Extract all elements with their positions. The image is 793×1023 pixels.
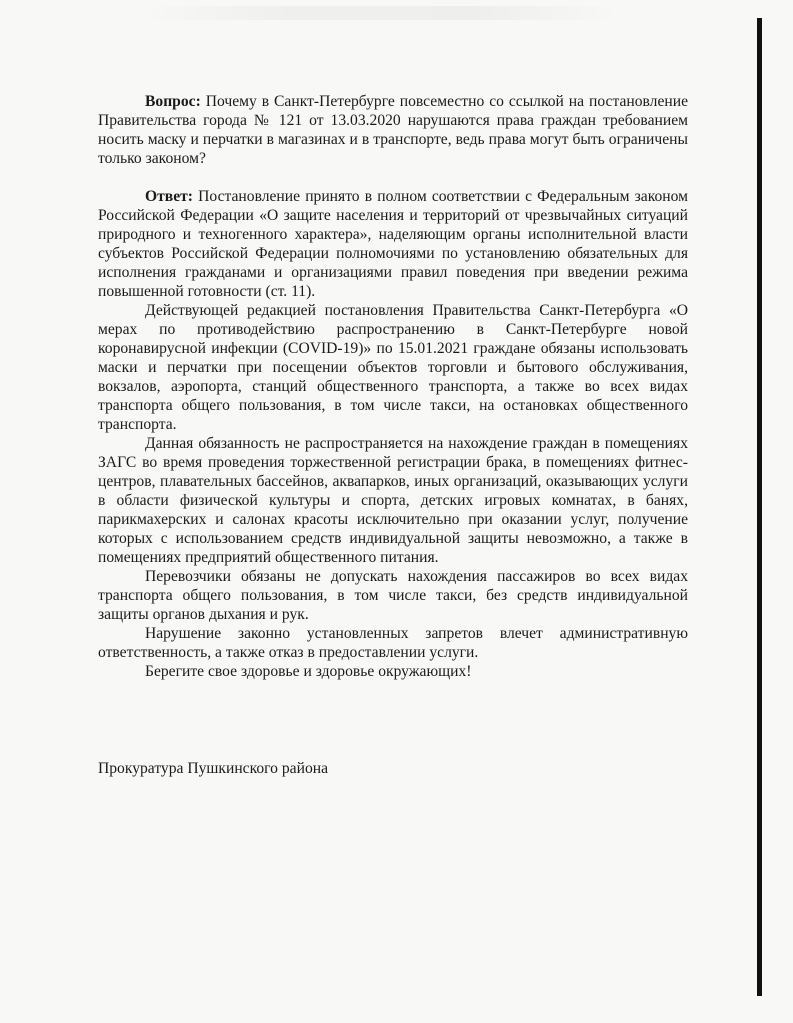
question-label: Вопрос: [145,93,201,110]
answer-paragraph-carriers: Перевозчики обязаны не допускать нахождения пассажиров во всех видах транспорта общего пользования, в том числе такси, без средств индивидуальной защиты органов дыхания и рук. [98,568,688,623]
signature-line: Прокуратура Пушкинского района [98,760,329,777]
question-paragraph [98,92,688,168]
answer-text: Постановление принято в полном соответствии с Федеральным законом Российской Федерации «О защите населения и территорий от чрезвычайных ситуаций природного и техногенного характера», наделяющим органы исполнительной власти субъектов Российской Федерации полномочиями по установлению обязательных для исполнения гражданами и организациями правил поведения при введении режима повышенной готовности (ст. 11). [98,188,688,300]
document-body [98,92,688,681]
answer-paragraph-exceptions: Данная обязанность не распространяется на нахождение граждан в помещениях ЗАГС во время проведения торжественной регистрации брака, в помещениях фитнес-центров, плавательных бассейнов, аквапарков, иных организаций, оказывающих услуги в области физической культуры и спорта, детских игровых комнатах, в банях, парикмахерских и салонах красоты исключительно при оказании услуг, получение которых с использованием средств индивидуальной защиты невозможно, а также в помещениях предприятий общественного питания. [98,435,688,566]
scan-edge-line [757,18,762,996]
answer-label: Ответ: [145,188,193,205]
answer-paragraph-mask-rules: Действующей редакцией постановления Правительства Санкт-Петербурга «О мерах по противодействию распространению в Санкт-Петербурге новой коронавирусной инфекции (COVID-19)» по 15.01.2021 граждане обязаны использовать маски и перчатки при посещении объектов торговли и бытового обслуживания, вокзалов, аэропорта, станций общественного транспорта, а также во всех видах транспорта общего пользования, в том числе такси, на остановках общественного транспорта. [98,302,688,433]
scan-smudge [140,6,620,20]
answer-paragraph-liability: Нарушение законно установленных запретов влечет административную ответственность, а также отказ в предоставлении услуги. [98,625,688,661]
answer-paragraph-closing: Берегите свое здоровье и здоровье окружающих! [145,663,472,680]
answer-paragraph [98,187,688,301]
question-text: Почему в Санкт-Петербурге повсеместно со ссылкой на постановление Правительства города № 121 от 13.03.2020 нарушаются права граждан требованием носить маску и перчатки в магазинах и в транспорте, ведь права могут быть ограничены только законом? [98,93,688,167]
spacer [98,168,688,187]
